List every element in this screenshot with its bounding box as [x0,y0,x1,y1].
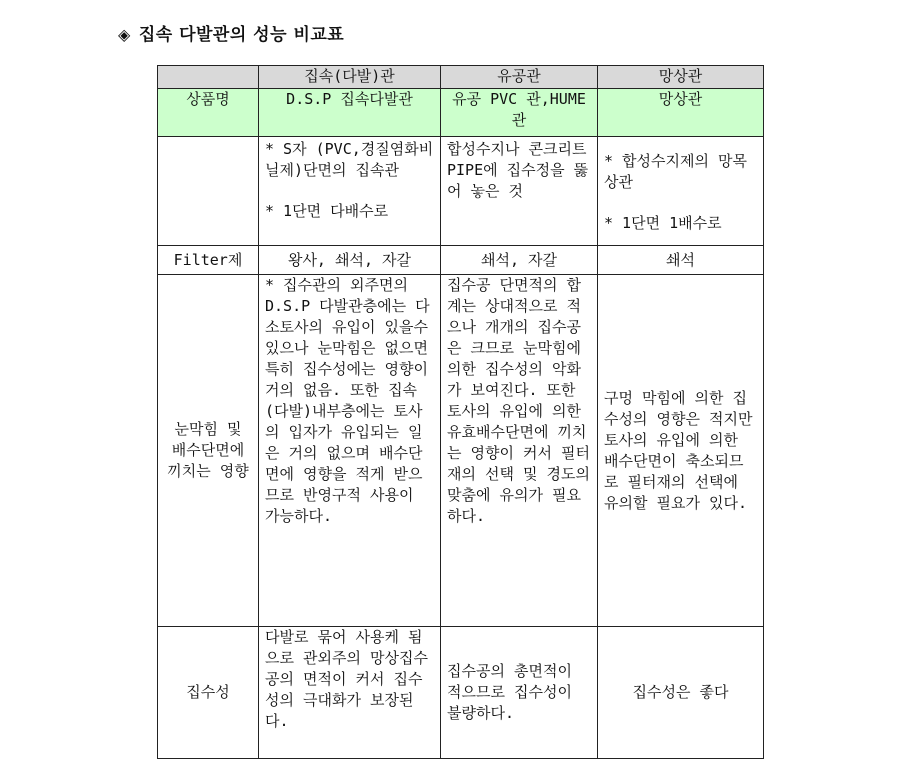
collection-mesh: 집수성은 좋다 [598,627,764,759]
header-cell-dsp: 집속(다발)관 [259,66,441,89]
collection-dsp: 다발로 묶어 사용케 됨으로 관외주의 망상집수공의 면적이 커서 집수성의 극대화가 보장된다. [259,627,441,759]
row-label-description [158,137,259,246]
description-dsp [259,137,441,246]
product-name-mesh: 망상관 [598,89,764,137]
page-title-text: 집속 다발관의 성능 비교표 [138,25,345,45]
page-title [118,20,344,45]
header-cell-perforated: 유공관 [441,66,598,89]
description-mesh-line2: * 1단면 1배수로 [604,213,722,232]
row-label-collection: 집수성 [158,627,259,759]
clogging-dsp: * 집수관의 외주면의 D.S.P 다발관층에는 다소토사의 유입이 있을수 있으나 눈막힘은 없으면 특히 집수성에는 영향이 거의 없음. 또한 집속(다발)내부층에는 토사의 입자가 유입되는 일은 거의 없으며 배수단면에 영향을 적게 받으므로 반영구적 사용이 가능하다. [259,275,441,627]
description-mesh [598,137,764,246]
description-gap [265,181,434,201]
description-dsp-line1: * S자 (PVC,경질염화비닐제)단면의 집속관 [265,140,434,179]
filter-mesh: 쇄석 [598,246,764,275]
clogging-perforated: 집수공 단면적의 합계는 상대적으로 적으나 개개의 집수공은 크므로 눈막힘에 의한 집수성의 악화가 보여진다. 또한 토사의 유입에 의한 유효배수단면에 끼치는 영향이 커서 필터재의 선택 및 경도의 맞춤에 유의가 필요하다. [441,275,598,627]
row-label-product-name: 상품명 [158,89,259,137]
comparison-table [157,65,764,759]
diamond-bullet-icon: ◈ [118,25,131,44]
description-perforated: 합성수지나 콘크리트 PIPE에 집수정을 뚫어 놓은 것 [441,137,598,246]
header-cell-empty [158,66,259,89]
description-mesh-line1: * 합성수지제의 망목상관 [604,151,748,191]
product-name-dsp: D.S.P 집속다발관 [259,89,441,137]
filter-perforated: 쇄석, 자갈 [441,246,598,275]
row-label-filter: Filter제 [158,246,259,275]
product-name-row [158,89,764,137]
clogging-row [158,275,764,627]
product-name-perforated: 유공 PVC 관,HUME관 [441,89,598,137]
description-gap [604,193,757,213]
filter-row [158,246,764,275]
header-cell-mesh: 망상관 [598,66,764,89]
collection-row [158,627,764,759]
filter-dsp: 왕사, 쇄석, 자갈 [259,246,441,275]
header-row [158,66,764,89]
description-row [158,137,764,246]
clogging-mesh: 구멍 막힘에 의한 집수성의 영향은 적지만 토사의 유입에 의한 배수단면이 축소되므로 필터재의 선택에 유의할 필요가 있다. [598,275,764,627]
description-dsp-line2: * 1단면 다배수로 [265,202,389,220]
collection-perforated: 집수공의 총면적이 적으므로 집수성이 불량하다. [441,627,598,759]
row-label-clogging: 눈막힘 및 배수단면에 끼치는 영향 [158,275,259,627]
